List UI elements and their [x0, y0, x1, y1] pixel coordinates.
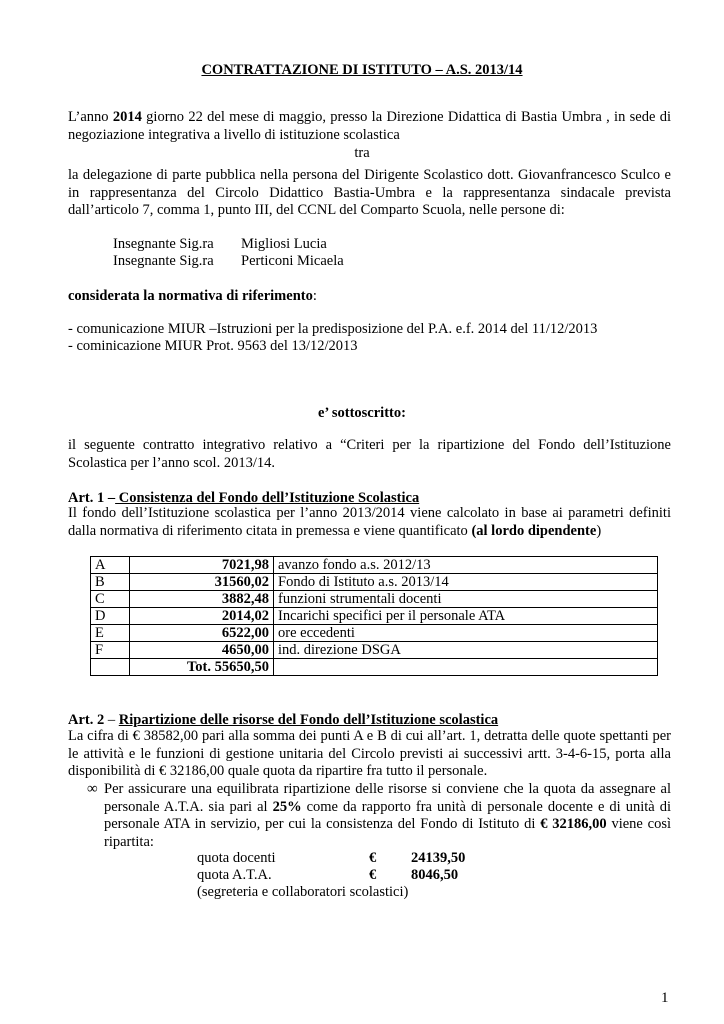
normativa-item: - comunicazione MIUR –Istruzioni per la predisposizione del P.A. e.f. 2014 del 11/12/2013: [68, 321, 598, 337]
table-row: [91, 591, 658, 608]
row-amount: 31560,02: [130, 574, 274, 591]
art2-label: Art. 2: [68, 712, 105, 728]
row-letter: B: [91, 574, 130, 591]
table-row: [91, 557, 658, 574]
row-description: Incarichi specifici per il personale ATA: [274, 608, 658, 625]
art1-text: Il fondo dell’Istituzione scolastica per l’anno 2013/2014 viene calcolato in base ai parametri definiti dalla normativa di riferimento citata in premessa e viene quantificato: [68, 505, 671, 539]
tra-word: tra: [354, 145, 370, 161]
quota-label: quota A.T.A.: [197, 867, 272, 883]
art1-text-end: ): [596, 522, 602, 539]
row-amount: 3882,48: [130, 591, 274, 608]
bullet-percentage: 25%: [272, 798, 302, 815]
quota-row: [197, 867, 458, 885]
contract-intro: il seguente contratto integrativo relativo a “Criteri per la ripartizione del Fondo dell’Istituzione Scolastica per l’anno scol. 2013/14.: [68, 437, 671, 471]
row-letter: C: [91, 591, 130, 608]
row-letter: F: [91, 642, 130, 659]
row-amount: 2014,02: [130, 608, 274, 625]
table-row: [91, 642, 658, 659]
table-row: [91, 625, 658, 642]
quota-value: 24139,50: [411, 850, 466, 866]
art2-heading: [68, 712, 671, 730]
art2-title: Ripartizione delle risorse del Fondo dell’Istituzione scolastica: [118, 712, 499, 728]
intro-text-start: L’anno: [68, 109, 113, 125]
normativa-item: - cominicazione MIUR Prot. 9563 del 13/12/2013: [68, 338, 358, 354]
document-title: CONTRATTAZIONE DI ISTITUTO – A.S. 2013/14: [201, 62, 523, 78]
total-amount: Tot. 55650,50: [130, 659, 274, 676]
delegate-row: [113, 236, 327, 254]
delegation-paragraph: la delegazione di parte pubblica nella persona del Dirigente Scolastico dott. Giovanfrancesco Sculco e in rappresentanza del Circolo Didattico Bastia-Umbra e la rappresentanza sindacale prevista dall’articolo 7, comma 1, punto III, del CCNL del Comparto Scuola, nelle persone di:: [68, 167, 671, 218]
row-description: avanzo fondo a.s. 2012/13: [274, 557, 658, 574]
bullet-text-end: viene così ripartita:: [104, 816, 672, 850]
bullet-amount: € 32186,00: [540, 816, 607, 832]
quota-currency: €: [369, 850, 377, 866]
art1-label: Art. 1 –: [68, 490, 116, 506]
intro-text-rest: giorno 22 del mese di maggio, presso la Direzione Didattica di Bastia Umbra , in sede di negoziazione integrativa a livello di istituzione scolastica: [68, 109, 671, 143]
intro-paragraph: [68, 109, 671, 144]
row-description: ore eccedenti: [274, 625, 658, 642]
normativa-heading-text: considerata la normativa di riferimento: [68, 288, 313, 304]
bullet-text-middle: come da rapporto fra unità di personale docente e di unità di personale ATA in servizio, per cui la consistenza del Fondo di Istituto di: [104, 798, 671, 832]
table-total-row: [91, 659, 658, 676]
page-number: 1: [661, 990, 669, 1006]
art2-bullet-paragraph: [104, 781, 671, 851]
row-amount: 6522,00: [130, 625, 274, 642]
delegate-name: Perticoni Micaela: [241, 253, 344, 269]
art2-dash: –: [104, 712, 119, 728]
normativa-colon: :: [312, 288, 317, 304]
delegate-role: Insegnante Sig.ra: [113, 236, 214, 252]
sottoscritto-heading: e’ sottoscritto:: [318, 405, 406, 421]
total-empty-cell: [91, 659, 130, 676]
normativa-heading: [68, 288, 671, 306]
delegate-role: Insegnante Sig.ra: [113, 253, 214, 269]
delegate-row: [113, 253, 344, 271]
table-row: [91, 574, 658, 591]
art1-text-bold: (al lordo dipendente: [471, 522, 597, 539]
row-description: funzioni strumentali docenti: [274, 591, 658, 608]
quota-currency: €: [369, 867, 377, 883]
row-description: Fondo di Istituto a.s. 2013/14: [274, 574, 658, 591]
row-letter: E: [91, 625, 130, 642]
total-empty-cell: [274, 659, 658, 676]
row-amount: 4650,00: [130, 642, 274, 659]
quota-row: [197, 850, 465, 868]
fund-table: [90, 556, 658, 676]
delegate-name: Migliosi Lucia: [241, 236, 327, 252]
row-letter: A: [91, 557, 130, 574]
infinity-bullet-icon: ∞: [87, 781, 98, 797]
quota-value: 8046,50: [411, 867, 459, 883]
art1-title: Consistenza del Fondo dell’Istituzione Scolastica: [115, 490, 420, 506]
quota-note: (segreteria e collaboratori scolastici): [197, 884, 409, 900]
bullet-text-start: Per assicurare una equilibrata ripartizione delle risorse si conviene che la quota da assegnare al personale A.T.A. sia pari al: [104, 781, 671, 815]
table-row: [91, 608, 658, 625]
row-amount: 7021,98: [130, 557, 274, 574]
quota-label: quota docenti: [197, 850, 276, 866]
row-letter: D: [91, 608, 130, 625]
row-description: ind. direzione DSGA: [274, 642, 658, 659]
intro-year: 2014: [112, 109, 142, 125]
art2-paragraph: La cifra di € 38582,00 pari alla somma dei punti A e B di cui all’art. 1, detratta delle quote spettanti per le attività e le funzioni di gestione unitaria del Circolo previsti ai successivi artt. 3-4-6-15, porta alla disponibilità di € 32186,00 quale quota da ripartire fra tutto il personale.: [68, 728, 671, 779]
art1-paragraph: [68, 505, 671, 540]
